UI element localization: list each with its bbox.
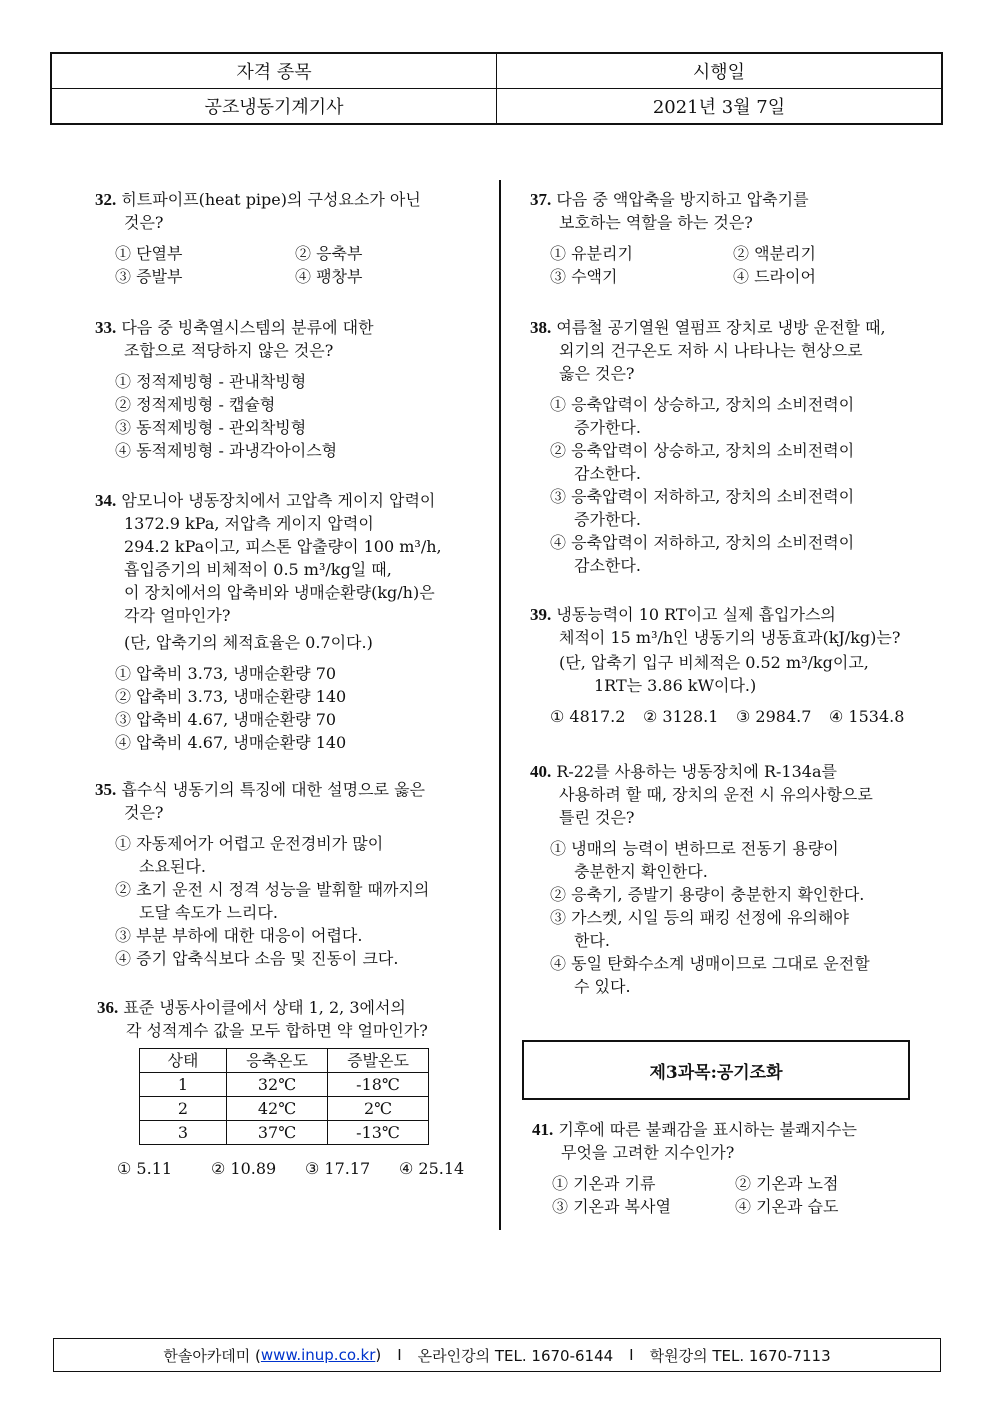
option-1[interactable]: ① 4817.2 bbox=[550, 707, 626, 726]
question-37 bbox=[530, 188, 920, 288]
question-stem: 이 장치에서의 압축비와 냉매순환량(kg/h)은 bbox=[124, 583, 435, 602]
question-stem: 흡입증기의 비체적이 0.5 m³/kg일 때, bbox=[124, 560, 392, 579]
table-row: 1 32℃ -18℃ bbox=[140, 1073, 429, 1097]
option-3[interactable]: ③ 응축압력이 저하하고, 장치의 소비전력이 증가한다. bbox=[550, 487, 855, 529]
question-34 bbox=[95, 489, 485, 754]
question-41 bbox=[532, 1118, 932, 1218]
option-1[interactable]: ① 정적제빙형 - 관내착빙형 bbox=[115, 372, 307, 391]
question-stem: 보호하는 역할을 하는 것은? bbox=[559, 213, 753, 232]
question-number: 37. bbox=[530, 190, 552, 209]
option-3[interactable]: ③ 가스켓, 시일 등의 패킹 선정에 유의해야 한다. bbox=[550, 908, 849, 950]
option-3[interactable]: ③ 동적제빙형 - 관외착빙형 bbox=[115, 418, 307, 437]
option-2[interactable]: ② 액분리기 bbox=[733, 244, 816, 263]
option-4[interactable]: ④ 팽창부 bbox=[295, 267, 363, 286]
question-stem: 다음 중 액압축을 방지하고 압축기를 bbox=[556, 190, 809, 209]
question-stem: 무엇을 고려한 지수인가? bbox=[561, 1143, 735, 1162]
question-33 bbox=[95, 316, 475, 462]
option-1[interactable]: ① 압축비 3.73, 냉매순환량 70 bbox=[115, 664, 337, 683]
option-3[interactable]: ③ 17.17 bbox=[305, 1159, 371, 1178]
option-1[interactable]: ① 기온과 기류 bbox=[552, 1174, 656, 1193]
question-condition: (단, 압축기 입구 비체적은 0.52 m³/kg이고, bbox=[559, 653, 869, 672]
question-stem: 암모니아 냉동장치에서 고압측 게이지 압력이 bbox=[121, 491, 436, 510]
state-table bbox=[139, 1048, 429, 1145]
option-2[interactable]: ② 정적제빙형 - 캡슐형 bbox=[115, 395, 276, 414]
option-2[interactable]: ② 응축기, 증발기 용량이 충분한지 확인한다. bbox=[550, 885, 865, 904]
question-38 bbox=[530, 316, 930, 577]
question-condition: 1RT는 3.86 kW이다.) bbox=[594, 676, 757, 695]
question-stem: 것은? bbox=[124, 213, 164, 232]
option-4[interactable]: ④ 동적제빙형 - 과냉각아이스형 bbox=[115, 441, 338, 460]
option-2[interactable]: ② 응축압력이 상승하고, 장치의 소비전력이 감소한다. bbox=[550, 441, 855, 483]
footer-separator: I bbox=[397, 1346, 402, 1364]
option-1[interactable]: ① 유분리기 bbox=[550, 244, 633, 263]
table-row: 2 42℃ 2℃ bbox=[140, 1097, 429, 1121]
question-number: 34. bbox=[95, 491, 117, 510]
question-39 bbox=[530, 603, 930, 728]
option-3[interactable]: ③ 압축비 4.67, 냉매순환량 70 bbox=[115, 710, 337, 729]
option-3[interactable]: ③ 기온과 복사열 bbox=[552, 1197, 671, 1216]
option-2[interactable]: ② 기온과 노점 bbox=[735, 1174, 839, 1193]
footer-banner bbox=[53, 1338, 941, 1372]
question-35 bbox=[95, 778, 485, 970]
question-stem: R-22를 사용하는 냉동장치에 R-134a를 bbox=[556, 762, 837, 781]
question-number: 35. bbox=[95, 780, 117, 799]
option-2[interactable]: ② 10.89 bbox=[211, 1159, 277, 1178]
question-36 bbox=[97, 996, 487, 1180]
column-divider bbox=[499, 180, 501, 1230]
question-number: 33. bbox=[95, 318, 117, 337]
question-40 bbox=[530, 760, 930, 998]
header-date-value: 2021년 3월 7일 bbox=[497, 89, 943, 125]
option-2[interactable]: ② 압축비 3.73, 냉매순환량 140 bbox=[115, 687, 347, 706]
footer-online-tel: 온라인강의 TEL. 1670-6144 bbox=[417, 1346, 614, 1365]
footer-website-link[interactable]: www.inup.co.kr bbox=[260, 1346, 376, 1364]
footer-academy: 한솔아카데미 ( bbox=[163, 1346, 261, 1365]
option-3[interactable]: ③ 부분 부하에 대한 대응이 어렵다. bbox=[115, 926, 363, 945]
question-stem: 옳은 것은? bbox=[559, 364, 635, 383]
question-stem: 기후에 따른 불쾌감을 표시하는 불쾌지수는 bbox=[558, 1120, 857, 1139]
option-3[interactable]: ③ 2984.7 bbox=[736, 707, 812, 726]
option-3[interactable]: ③ 증발부 bbox=[115, 267, 183, 286]
footer-paren: ) bbox=[375, 1346, 382, 1364]
question-number: 41. bbox=[532, 1120, 554, 1139]
header-subject-value: 공조냉동기계기사 bbox=[51, 89, 497, 125]
footer-offline-tel: 학원강의 TEL. 1670-7113 bbox=[649, 1346, 831, 1365]
option-1[interactable]: ① 자동제어가 어렵고 운전경비가 많이 소요된다. bbox=[115, 834, 384, 876]
option-4[interactable]: ④ 증기 압축식보다 소음 및 진동이 크다. bbox=[115, 949, 399, 968]
question-stem: 조합으로 적당하지 않은 것은? bbox=[124, 341, 334, 360]
question-number: 38. bbox=[530, 318, 552, 337]
option-4[interactable]: ④ 응축압력이 저하하고, 장치의 소비전력이 감소한다. bbox=[550, 533, 855, 575]
question-stem: 외기의 건구온도 저하 시 나타나는 현상으로 bbox=[559, 341, 863, 360]
question-stem: 틀린 것은? bbox=[559, 808, 635, 827]
question-stem: 1372.9 kPa, 저압측 게이지 압력이 bbox=[124, 514, 374, 533]
option-3[interactable]: ③ 수액기 bbox=[550, 267, 618, 286]
option-2[interactable]: ② 초기 운전 시 정격 성능을 발휘할 때까지의 도달 속도가 느리다. bbox=[115, 880, 430, 922]
option-1[interactable]: ① 5.11 bbox=[117, 1159, 173, 1178]
question-stem: 각각 얼마인가? bbox=[124, 606, 231, 625]
question-32 bbox=[95, 188, 475, 288]
question-condition: (단, 압축기의 체적효율은 0.7이다.) bbox=[124, 633, 373, 652]
question-stem: 것은? bbox=[124, 803, 164, 822]
section-title: 제3과목:공기조화 bbox=[649, 1062, 783, 1083]
option-4[interactable]: ④ 드라이어 bbox=[733, 267, 816, 286]
question-stem: 294.2 kPa이고, 피스톤 압출량이 100 m³/h, bbox=[124, 537, 442, 556]
footer-separator: I bbox=[629, 1346, 634, 1364]
question-stem: 냉동능력이 10 RT이고 실제 흡입가스의 bbox=[556, 605, 836, 624]
option-2[interactable]: ② 3128.1 bbox=[643, 707, 719, 726]
question-stem: 히트파이프(heat pipe)의 구성요소가 아닌 bbox=[121, 190, 421, 209]
question-stem: 다음 중 빙축열시스템의 분류에 대한 bbox=[121, 318, 374, 337]
header-date-label: 시행일 bbox=[497, 53, 943, 89]
section-title-box bbox=[522, 1040, 910, 1100]
question-stem: 체적이 15 m³/h인 냉동기의 냉동효과(kJ/kg)는? bbox=[559, 628, 901, 647]
table-row: 3 37℃ -13℃ bbox=[140, 1121, 429, 1145]
option-4[interactable]: ④ 동일 탄화수소계 냉매이므로 그대로 운전할 수 있다. bbox=[550, 954, 870, 996]
question-stem: 여름철 공기열원 열펌프 장치로 냉방 운전할 때, bbox=[556, 318, 886, 337]
option-4[interactable]: ④ 기온과 습도 bbox=[735, 1197, 839, 1216]
exam-header-table bbox=[50, 52, 943, 125]
question-number: 36. bbox=[97, 998, 119, 1017]
question-number: 39. bbox=[530, 605, 552, 624]
table-header: 응축온도 bbox=[227, 1049, 328, 1073]
option-1[interactable]: ① 냉매의 능력이 변하므로 전동기 용량이 충분한지 확인한다. bbox=[550, 839, 839, 881]
question-stem: 각 성적계수 값을 모두 합하면 약 얼마인가? bbox=[126, 1021, 428, 1040]
question-stem: 흡수식 냉동기의 특징에 대한 설명으로 옳은 bbox=[121, 780, 425, 799]
question-stem: 사용하려 할 때, 장치의 운전 시 유의사항으로 bbox=[559, 785, 873, 804]
question-number: 32. bbox=[95, 190, 117, 209]
header-subject-label: 자격 종목 bbox=[51, 53, 497, 89]
option-2[interactable]: ② 응축부 bbox=[295, 244, 363, 263]
option-1[interactable]: ① 응축압력이 상승하고, 장치의 소비전력이 증가한다. bbox=[550, 395, 855, 437]
option-4[interactable]: ④ 압축비 4.67, 냉매순환량 140 bbox=[115, 733, 347, 752]
question-number: 40. bbox=[530, 762, 552, 781]
option-4[interactable]: ④ 1534.8 bbox=[829, 707, 905, 726]
option-4[interactable]: ④ 25.14 bbox=[399, 1159, 465, 1178]
option-1[interactable]: ① 단열부 bbox=[115, 244, 183, 263]
table-header: 상태 bbox=[140, 1049, 227, 1073]
question-stem: 표준 냉동사이클에서 상태 1, 2, 3에서의 bbox=[123, 998, 406, 1017]
table-header: 증발온도 bbox=[328, 1049, 429, 1073]
